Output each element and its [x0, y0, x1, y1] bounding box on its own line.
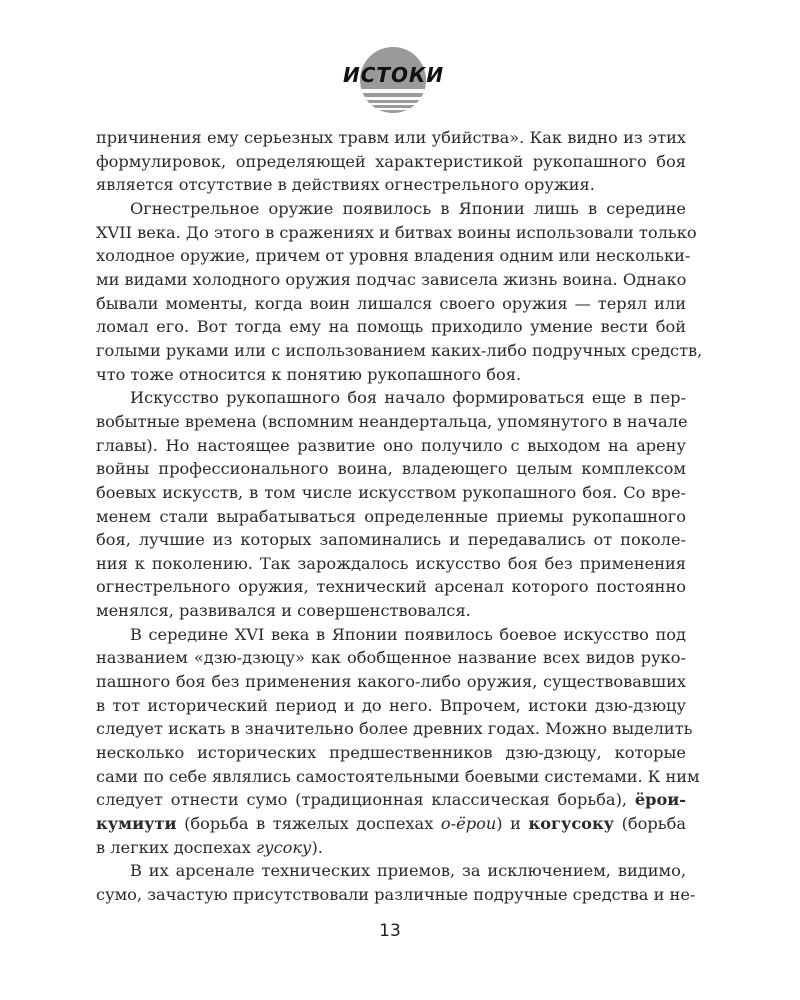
text-fragment: что тоже относится к понятию рукопашного боя. [96, 364, 522, 384]
text-line [96, 788, 686, 812]
text-line [96, 717, 693, 741]
text-line [96, 575, 686, 599]
text-line [96, 126, 686, 150]
text-fragment: формулировок, определяющей характеристикой рукопашного боя [96, 151, 686, 171]
italic-term: о-ёрои [440, 814, 497, 834]
text-fragment: боя, лучшие из которых запоминались и передавались от поколе- [96, 530, 686, 550]
text-fragment: менем стали вырабатываться определенные приемы рукопашного [96, 506, 686, 526]
text-fragment: боевых искусств, в том числе искусством рукопашного боя. Со вре- [96, 482, 686, 502]
text-fragment: менялся, развивался и совершенствовался. [96, 601, 471, 621]
text-fragment: сумо, зачастую присутствовали различные подручные средства и не- [96, 885, 696, 904]
text-line [96, 457, 686, 481]
text-fragment: В середине XVI века в Японии появилось боевое искусство под [130, 624, 686, 644]
chapter-title: ИСТОКИ [343, 63, 445, 87]
text-fragment: ). [311, 837, 323, 857]
text-fragment: войны профессионального воина, владеющего целым комплексом [96, 459, 686, 479]
text-line [96, 883, 696, 907]
text-line [96, 528, 686, 552]
text-fragment: ми видами холодного оружия подчас зависела жизнь воина. Однако [96, 269, 687, 289]
text-line [96, 812, 686, 836]
text-line [96, 646, 686, 670]
text-line [96, 552, 686, 576]
text-line [96, 173, 686, 197]
text-fragment: ния к поколению. Так зарождалось искусство боя без применения [96, 553, 686, 573]
text-fragment: (борьба [614, 814, 686, 834]
text-fragment: ломал его. Вот тогда ему на помощь приходило умение вести бой [96, 317, 686, 337]
italic-term: гусоку [256, 837, 312, 857]
text-line [96, 694, 686, 718]
bold-term: кумиути [96, 814, 177, 834]
text-fragment: сами по себе являлись самостоятельными боевыми системами. К ним [96, 766, 700, 786]
text-fragment: голыми руками или с использованием каких-либо подручных средств, [96, 340, 703, 360]
bold-term: когусоку [528, 814, 615, 834]
text-fragment: главы). Но настоящее развитие оно получило с выходом на арену [96, 435, 686, 455]
text-line [96, 315, 686, 339]
text-fragment: Искусство рукопашного боя начало формироваться еще в пер- [130, 388, 686, 408]
text-fragment: следует искать в значительно более древних годах. Можно выделить [96, 719, 693, 739]
text-line [96, 670, 686, 694]
text-fragment: XVII века. До этого в сражениях и битвах воины использовали только [96, 222, 697, 242]
text-line [96, 386, 686, 410]
text-fragment: Огнестрельное оружие появилось в Японии лишь в середине [130, 198, 686, 218]
text-line [96, 292, 686, 316]
text-line [96, 599, 686, 623]
text-fragment: в легких доспехах [96, 837, 256, 857]
text-line [96, 859, 686, 883]
text-fragment: названием «дзю-дзюцу» как обобщенное название всех видов руко- [96, 648, 686, 668]
page-number: 13 [379, 921, 401, 941]
text-line [96, 505, 686, 529]
text-fragment: В их арсенале технических приемов, за исключением, видимо, [130, 861, 686, 881]
text-line [96, 268, 686, 292]
text-fragment: несколько исторических предшественников дзю-дзюцу, которые [96, 743, 686, 763]
text-fragment: пашного боя без применения какого-либо оружия, существовавших [96, 672, 686, 692]
text-line [96, 741, 686, 765]
text-fragment: холодное оружие, причем от уровня владения одним или нескольки- [96, 246, 691, 266]
text-line [96, 434, 686, 458]
text-line [96, 244, 691, 268]
text-fragment: огнестрельного оружия, технический арсенал которого постоянно [96, 577, 686, 597]
text-fragment: в тот исторический период и до него. Впрочем, истоки дзю-дзюцу [96, 695, 686, 715]
text-line [96, 339, 703, 363]
text-fragment: бывали моменты, когда воин лишался своего оружия — терял или [96, 293, 686, 313]
text-fragment: является отсутствие в действиях огнестрельного оружия. [96, 175, 595, 195]
text-line [96, 363, 686, 387]
text-line [96, 765, 700, 789]
text-line [96, 410, 686, 434]
text-line [96, 481, 686, 505]
text-fragment: вобытные времена (вспомним неандертальца, упомянутого в начале [96, 411, 688, 431]
text-fragment: ) и [496, 814, 529, 834]
text-fragment: причинения ему серьезных травм или убийства». Как видно из этих [96, 128, 686, 147]
text-line [96, 221, 697, 245]
text-fragment: (борьба в тяжелых доспехах [176, 814, 441, 834]
text-line [96, 836, 686, 860]
text-line [96, 197, 686, 221]
bold-term: ёрои- [634, 790, 686, 810]
body-text [96, 126, 703, 907]
text-line [96, 150, 686, 174]
text-fragment: следует отнести сумо (традиционная классическая борьба), [96, 790, 628, 810]
text-line [96, 623, 686, 647]
